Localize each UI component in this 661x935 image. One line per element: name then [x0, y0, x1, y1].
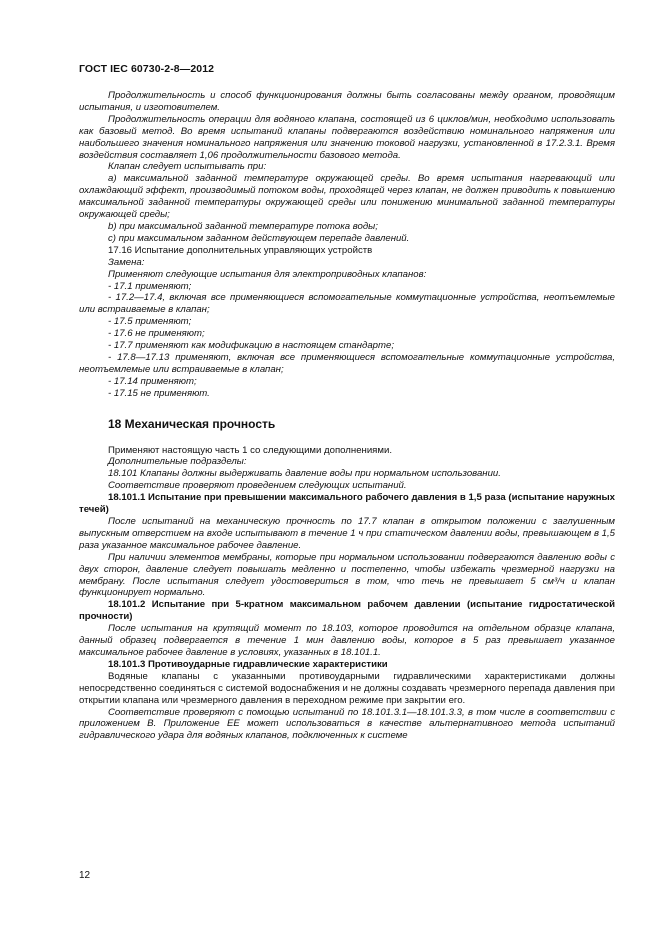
paragraph: Дополнительные подразделы: [108, 456, 247, 468]
paragraph: Клапан следует испытывать при: [108, 161, 267, 173]
paragraph: Соответствие проверяют проведением следующих испытаний. [108, 480, 407, 492]
subsection-heading: 18.101.1 Испытание при превышении максимального рабочего давления в 1,5 раза (испытание наружных течей) [79, 492, 616, 516]
paragraph: После испытания на крутящий момент по 18.103, которое проводится на отдельном образце клапана, данный образец подвергается в течение 1 мин давлению воды, которое в 5 раз превышает указанное максимальное рабочее давление в условиях, указанных в 18.101.1. [79, 623, 615, 658]
list-item-a: a) максимальной заданной температуре окружающей среды. Во время испытания нагревающий или охлаждающий эффект, производимый потоком воды, проходящей через клапан, не должен приводить к повышению максимальной заданной температуры окружающей среды или понижению минимальной заданной температуры окружающей среды; [79, 173, 615, 221]
subsection-heading: 18.101.3 Противоударные гидравлические характеристики [108, 658, 388, 670]
paragraph: При наличии элементов мембраны, которые при нормальном использовании подвергаются давлению воды с двух сторон, давление следует повышать медленно и постепенно, чтобы избежать чрезмерной нагрузки на мембрану. После испытания следует удостовериться в том, что течь не превышает 5 см³/ч и клапан функционирует нормально. [79, 551, 615, 599]
test-list-item: - 17.14 применяют; [108, 375, 197, 387]
subsection-17-16: 17.16 Испытание дополнительных управляющих устройств [108, 244, 373, 256]
paragraph: Продолжительность операции для водяного клапана, состоящей из 6 циклов/мин, необходимо использовать как базовый метод. Во время испытаний клапаны подвергаются воздействию номинального напряжения или наибольшего значения номинального напряжения или значению токовой нагрузки, установленной в 17.2.3.1. Время воздействия составляет 1,06 продолжительности базового метода. [79, 113, 615, 161]
subsection-heading: 18.101.2 Испытание при 5-кратном максимальном рабочем давлении (испытание гидростатической прочности) [79, 599, 615, 623]
page-number: 12 [79, 870, 91, 881]
section-heading: 18 Механическая прочность [108, 416, 276, 431]
list-item-c: c) при максимальном заданном действующем перепаде давлений. [108, 232, 410, 244]
paragraph: Продолжительность и способ функционирования должны быть согласованы между органом, проводящим испытания, и изготовителем. [79, 90, 615, 113]
document-body [79, 90, 615, 742]
list-item-b: b) при максимальной заданной температуре потока воды; [108, 220, 378, 232]
test-list-item: - 17.1 применяют; [108, 280, 192, 292]
test-list-item: - 17.7 применяют как модификацию в настоящем стандарте; [108, 340, 394, 352]
test-list-item: - 17.15 не применяют. [108, 387, 210, 399]
test-list-item: - 17.8—17.13 применяют, включая все применяющиеся вспомогательные коммутационные устройства, неотъемлемые или встраиваемые в клапан; [79, 351, 615, 375]
paragraph: Водяные клапаны с указанными противоударными гидравлическими характеристиками должны непосредственно соединяться с системой водоснабжения и не должны создавать чрезмерного перепада давления при открытии клапана или чрезмерного давления в переходном режиме при закрытии его. [79, 670, 615, 706]
test-list-item: - 17.5 применяют; [108, 316, 192, 328]
paragraph: 18.101 Клапаны должны выдерживать давление воды при нормальном использовании. [108, 468, 501, 480]
document-header: ГОСТ IEC 60730-2-8—2012 [79, 63, 215, 75]
test-list-item: - 17.6 не применяют; [108, 328, 205, 340]
paragraph: Применяют следующие испытания для электроприводных клапанов: [108, 268, 427, 280]
paragraph: После испытаний на механическую прочность по 17.7 клапан в открытом положении с заглушенным выпускным отверстием на входе испытывают в течение 1 ч при статическом давлении воды, превышающем в 1,5 раза указанное максимальное рабочее давление. [79, 516, 615, 551]
replacement-label: Замена: [108, 256, 145, 268]
paragraph: Соответствие проверяют с помощью испытаний по 18.101.3.1—18.101.3.3, в том числе в соответствии с приложением В. Приложение ЕЕ может использоваться в качестве альтернативного метода испытаний гидравлического удара для водяных клапанов, подключенных к системе [79, 706, 615, 742]
test-list-item: - 17.2—17.4, включая все применяющиеся вспомогательные коммутационные устройства, неотъемлемые или встраиваемые в клапан; [79, 292, 615, 316]
paragraph: Применяют настоящую часть 1 со следующими дополнениями. [108, 444, 392, 456]
